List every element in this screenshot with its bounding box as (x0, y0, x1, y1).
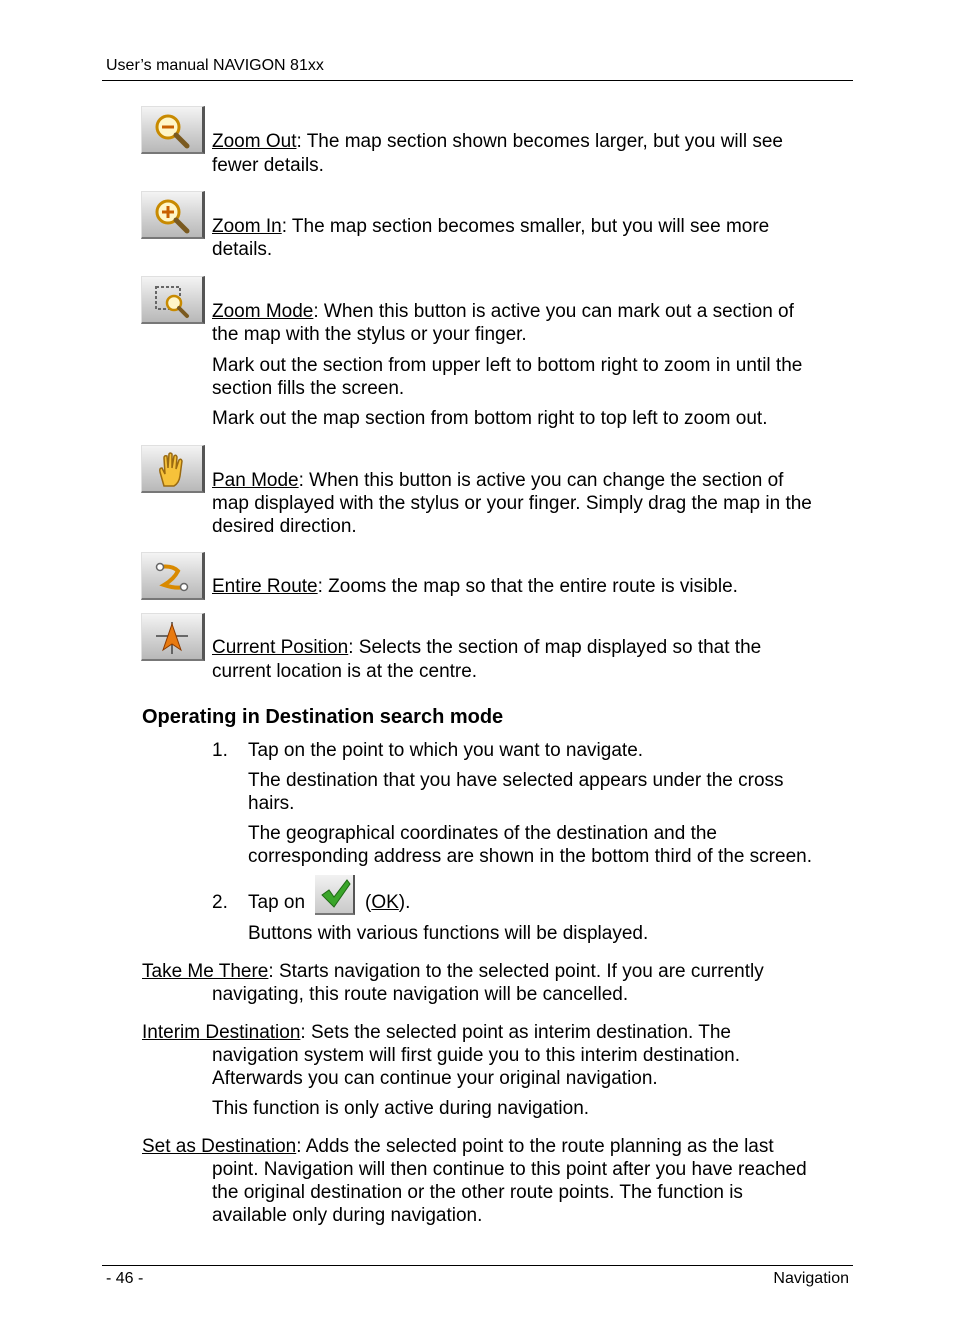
current-position-line2: current location is at the centre. (212, 661, 478, 682)
step2-text: Tap on (248, 892, 306, 913)
route-icon (141, 552, 205, 600)
pan-mode-link[interactable]: Pan Mode (212, 470, 299, 491)
interim-destination-line1: Interim Destination: Sets the selected point as interim destination. The (142, 1022, 731, 1043)
ok-reference: (OK). (365, 892, 411, 913)
zoom-mode-p2-line2: section fills the screen. (212, 378, 405, 399)
hand-icon (141, 445, 205, 493)
step1-p1-line1: The destination that you have selected appears under the cross (248, 770, 784, 791)
section-heading: Operating in Destination search mode (142, 706, 504, 728)
checkmark-icon (315, 875, 355, 915)
current-position-link[interactable]: Current Position (212, 637, 349, 658)
page-number: - 46 - (106, 1270, 144, 1287)
step1-text: Tap on the point to which you want to navigate. (248, 740, 644, 761)
pan-mode-line2: map displayed with the stylus or your finger. Simply drag the map in the (212, 493, 812, 514)
pan-mode-line1: Pan Mode: When this button is active you can change the section of (212, 470, 784, 491)
zoom-mode-line2: the map with the stylus or your finger. (212, 324, 527, 345)
step1-number: 1. (212, 740, 228, 761)
step2-p1: Buttons with various functions will be displayed. (248, 923, 649, 944)
set-as-destination-line1: Set as Destination: Adds the selected point to the route planning as the last (142, 1136, 774, 1157)
interim-destination-link[interactable]: Interim Destination (142, 1022, 301, 1043)
entire-route-line1: Entire Route: Zooms the map so that the entire route is visible. (212, 576, 738, 597)
interim-destination-line2: navigation system will first guide you to this interim destination. (212, 1045, 741, 1066)
zoom-out-icon (141, 106, 205, 154)
zoom-mode-icon (141, 276, 205, 324)
zoom-in-icon (141, 191, 205, 239)
step2-number: 2. (212, 892, 228, 913)
zoom-in-link[interactable]: Zoom In (212, 216, 282, 237)
entire-route-link[interactable]: Entire Route (212, 576, 318, 597)
ok-link[interactable]: OK (371, 892, 399, 913)
set-as-destination-line4: available only during navigation. (212, 1205, 483, 1226)
take-me-there-link[interactable]: Take Me There (142, 961, 269, 982)
pan-mode-line3: desired direction. (212, 516, 357, 537)
take-me-there-line2: navigating, this route navigation will be cancelled. (212, 984, 629, 1005)
page-header-title: User’s manual NAVIGON 81xx (106, 57, 324, 74)
zoom-in-line1: Zoom In: The map section becomes smaller, but you will see more (212, 216, 770, 237)
zoom-mode-line1: Zoom Mode: When this button is active you can mark out a section of (212, 301, 794, 322)
footer-rule (102, 1265, 853, 1266)
interim-destination-line3: Afterwards you can continue your original navigation. (212, 1068, 658, 1089)
zoom-mode-p3: Mark out the map section from bottom right to top left to zoom out. (212, 408, 768, 429)
step1-p2-line2: corresponding address are shown in the bottom third of the screen. (248, 846, 812, 867)
set-as-destination-line2: point. Navigation will then continue to this point after you have reached (212, 1159, 807, 1180)
interim-destination-p2: This function is only active during navigation. (212, 1098, 590, 1119)
zoom-mode-link[interactable]: Zoom Mode (212, 301, 314, 322)
zoom-out-line2: fewer details. (212, 155, 324, 176)
set-as-destination-link[interactable]: Set as Destination (142, 1136, 297, 1157)
current-position-line1: Current Position: Selects the section of map displayed so that the (212, 637, 762, 658)
position-arrow-icon (141, 613, 205, 661)
step1-p2-line1: The geographical coordinates of the destination and the (248, 823, 717, 844)
zoom-out-link[interactable]: Zoom Out (212, 131, 297, 152)
footer-section: Navigation (773, 1270, 849, 1287)
step1-p1-line2: hairs. (248, 793, 295, 814)
header-rule (102, 80, 853, 81)
zoom-in-line2: details. (212, 239, 273, 260)
take-me-there-line1: Take Me There: Starts navigation to the selected point. If you are currently (142, 961, 764, 982)
zoom-mode-p2-line1: Mark out the section from upper left to bottom right to zoom in until the (212, 355, 803, 376)
zoom-out-line1: Zoom Out: The map section shown becomes larger, but you will see (212, 131, 783, 152)
set-as-destination-line3: the original destination or the other route points. The function is (212, 1182, 743, 1203)
